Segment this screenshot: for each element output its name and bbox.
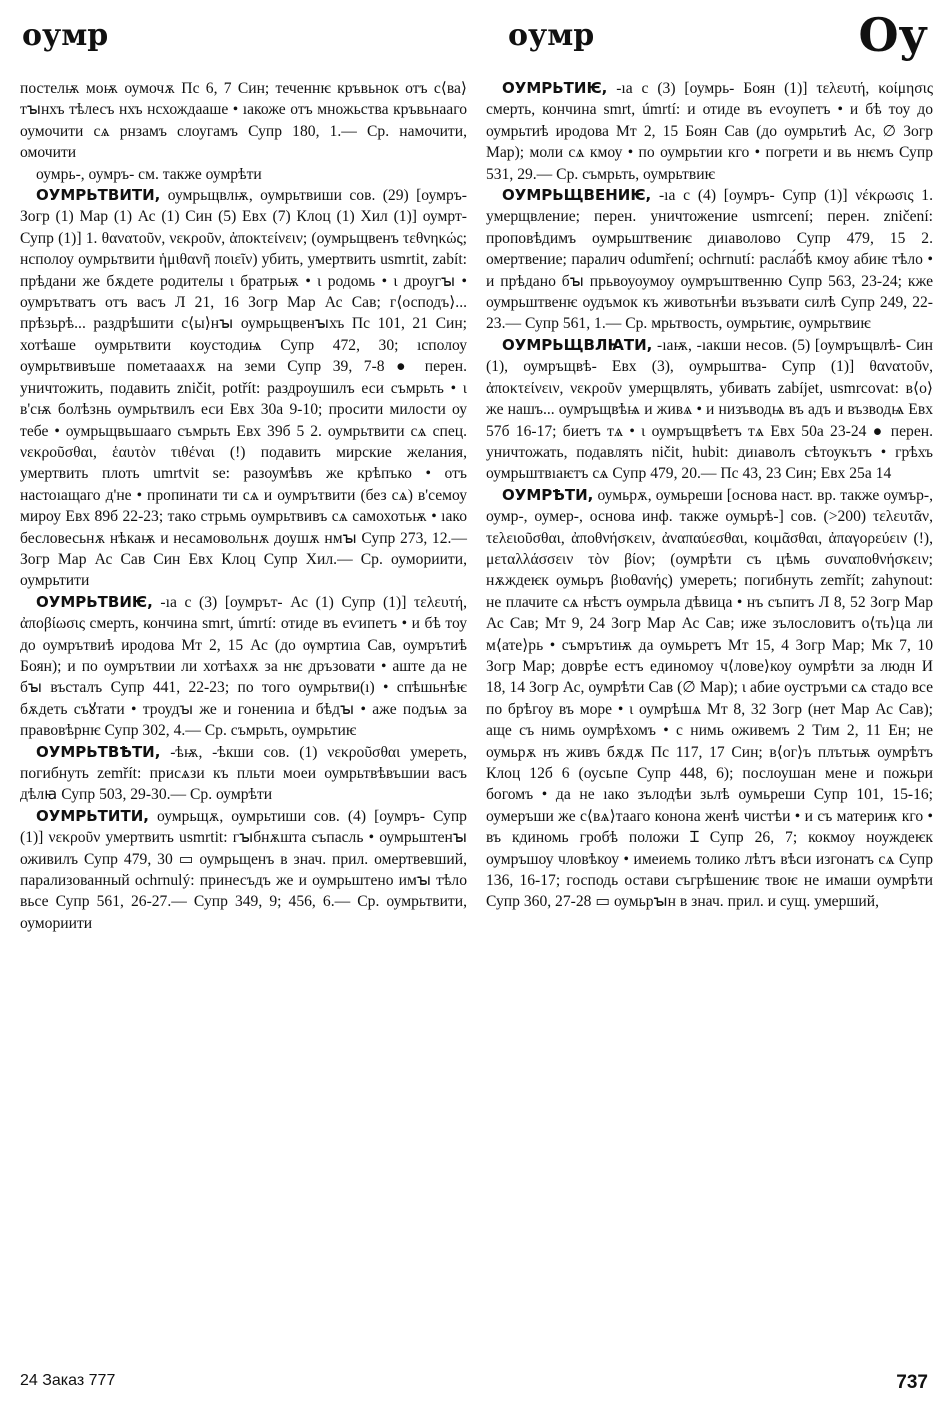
- printer-signature: 24 Заказ 777: [20, 1372, 116, 1389]
- page-number: 737: [896, 1372, 928, 1393]
- entry-text: оумьрѫ, оумьреши [основа наст. вр. также оумър-, оумр-, оумер-, основа инф. также оумьрѣ-] сов. (>200) τελευτᾶν, τελειοῦσθαι, ἀποθνήσκειν, ἀναπαύεσθαι, κοιμᾶσθαι, ἀπαγορεύειν (!), μεταλλάσσειν τὸν βίον; (оумрѣти съ цѣмь συναποθνήσκειν; нѫждеѥк оумьръ βιοθανής) умереть; погибнуть zemřít; zahynout: не плачите сѧ нѣстъ оумрьла дѣвица • нъ съпитъ Л 8, 52 Зогр Мар Ас Сав; Мт 9, 24 Зогр Мар Ас Сав; иже зълословитъ о⟨ть⟩ца ли м⟨ате⟩рь • съмрътиѭ да оумьретъ Мт 15, 4 Зогр Мар; Мк 7, 10 Зогр Мар; доврѣе естъ единомоу ч⟨лове⟩коу оумрѣти за людн И 18, 14 Зогр Ас, оумрѣти Сав (∅ Мар); ι абие оустръми сѧ стадо все по брѣгоу въ море • ι оумрѣшѧ Мт 8, 32 Зогр (нет Мар Ас Сав); аще съ нимь оумрѣхомъ • с нимь оживемъ 2 Тим 2, 11 Ен; не оумьрѫ нъ живъ бѫдѫ Пс 117, 17 Син; в⟨ог⟩ъ плътьѭ оумрѣтъ Клоц 12б 6 (оусьпе Супр 448, 6); послоушан мене и пожьри богомъ • да не ıако зълодѣи зьлѣ оумьреши Супр 101, 15-16; оумеръши же с⟨вѧ⟩тааго конона женѣ чистѣи • и съ материѭ кго • въ кдиномь гробѣ положи Ɪ Супр 26, 7; кокмоу ноуждеѥк оумръшоу чловѣкоу • имеиемь толико лѣтъ вѣси изгонатъ сѧ Супр 136, 16-17; господь остави съгрѣшениѥ твоѥ не имаши оумрѣти Супр 360, 27-28 ▭ оумьрꙑн в знач. прил. и сущ. умерший,: [486, 486, 934, 911]
- dictionary-entry: [486, 335, 933, 485]
- running-head-center: оумр: [508, 18, 595, 53]
- entry-headword: ОУМРѢТИ,: [502, 485, 594, 504]
- entry-text: -ıа с (4) [оумръ- Супр (1)] νέκρωσις 1. умерщвление; перен. уничтожение usmrcení; перен. zničení: проповѣдимъ оумрьштвениѥ диıаволово Супр 479, 15 2. омертвение; паралич odumření; ochrnutí: расла́бѣ кмоу абиѥ тѣло • и прѣдано бꙑ прьвоуоумоу оумръштвенню Супр 563, 23-24; кже оумрьштвенѥ оудъмок къ животьнѣи възъвати силѣ Супр 249, 22-23.— Супр 561, 1.— Ср. мрьтвость, оумрьтиѥ, оумрьтвиѥ: [486, 187, 933, 333]
- entry-headword: ОУМРЬЩВЛꙖТИ,: [502, 335, 653, 354]
- entry-text: оумрьщвлѭ, оумрьтвиши сов. (29) [оумръ- Зогр (1) Мар (1) Ас (1) Син (5) Евх (7) Клоц (1) Хил (1)] оумрт- Супр (1)] 1. θανατοῦν, νεκροῦν, ἀποκτείνειν; (оумрьщвенъ τεθνηκώς; нсполоу оумрьтвити ἡμιθανῆ ποιεῖν) убить, умертвить usmrtit, zabít: прѣдани же бѫдете родителы ι братрьѭ • ι родомь • ι дроугꙑ • оумрътватъ отъ васъ Л 21, 16 Зогр Мар Ас Сав; г⟨осподъ⟩... прѣзьрѣ... раздрѣшити с⟨ы⟩нꙑ оумрьщвенꙑхъ Пс 101, 21 Син; хотѣаше оумрьтвити коустодиѩ Супр 472, 30; ıсполоу оумрьтвивъше пометааахѫ на земи Супр 39, 7-8 ● перен. уничтожить, подавить zničit, potřít: раздроушилъ еси съмрьть • ι в'сѭ болѣзнь оумрьтвилъ еси Евх 30а 9-10; просити милости оу тебе • оумрьщвьшааго съмрьть Евх 39б 5 2. оумрьтвити сѧ спец. νεκροῦσθαι, ἑαυτὸν τιθέναι (!) подавить мирские желания, умертвить плоть umrtvit se: разоумѣвъ же крѣпъко • отъ настоıащаго д'не • пропинати ти сѧ и оумрътвити (без сѧ) в'семоу мироу Евх 89б 22-23; тако стрьмь оумрьтвивъ сѧ самохотьѭ • ıако бесловесьнѫ нѣкаѭ и несамовольнѫ доушѫ нмꙑ Супр 273, 12.— Зогр Мар Ас Сав Син Евх Клоц Супр Хил.— Ср. оумориити, оумрьтити: [20, 187, 467, 590]
- entry-headword: ОУМРЬТИТИ,: [36, 806, 149, 825]
- dictionary-entry: [20, 592, 467, 742]
- dictionary-entry: [486, 485, 933, 913]
- dictionary-entry: [20, 742, 467, 806]
- entry-text: -ѣѭ, -ѣкши сов. (1) νεκροῦσθαι умереть, погибнуть zemřít: присѧзи къ пльти моеи оумрьтвѣвъшии васъ дѣлꙗ Супр 503, 29-30.— Ср. оумрѣти: [20, 743, 467, 804]
- entry-headword: ОУМРЬТВИТИ,: [36, 186, 161, 205]
- entry-text: оумрь-, оумръ- см. также оумрѣти: [36, 165, 262, 183]
- entry-text: -ıа с (3) [оумрь- Боян (1)] τελευτή, κοίμησις смерть, кончина smrt, úmrtí: и отиде въ еѵоупетъ • и бѣ тоу до оумрьтиѣ иродова Мт 2, 15 Боян Сав (до оумрьтиѣ Ас, ∅ Зогр Мар); моли сѧ кмоу • по оумрьтии кго • погрети и вь нѥмъ Супр 531, 29.— Ср. съмрьть, оумрьтвиѥ: [486, 80, 934, 183]
- section-letter: Оу: [858, 8, 928, 62]
- left-column: [20, 78, 467, 934]
- entry-headword: ОУМРЬТВѢТИ,: [36, 742, 161, 761]
- right-column: [486, 78, 933, 913]
- entry-text: оумрьщѫ, оумрьтиши сов. (4) [оумръ- Супр (1)] νεκροῦν умертвить usmrtit: гꙑбнѫшта съпасль • оумрьштенꙑ оживилъ Супр 479, 30 ▭ оумрьщенъ в знач. прил. омертвевший, парализованный ochrnulý: принесъдъ же и оумрьштено имꙑ тѣло вьсе Супр 561, 26-27.— Супр 349, 9; 456, 6.— Ср. оумрьтвити, оумориити: [20, 807, 467, 932]
- dictionary-entry: [20, 164, 467, 185]
- dictionary-entry: [486, 78, 933, 185]
- entry-text: -ıа с (3) [оумрът- Ас (1) Супр (1)] τελευτή, ἀποβίωσις смерть, кончина smrt, úmrtí: отиде въ еѵипетъ • и бѣ тоу до оумрътвиѣ иродова Мт 2, 15 Ас (до ѹмртиıа Сав, оумрътиѣ Боян); и по оумрътвии ли хотѣахѫ за нѥ дръзовати • аште да не бꙑ въсталъ Супр 441, 22-23; по того оумрьтви(ı) • спѣшьнѣѥ бѫдеть съꙋтати • троудꙑ же и гонениıа и бѣдꙑ • аже подъѩ за правовѣрнѥ Супр 302, 4.— Ср. съмрьть, оумрьтиѥ: [20, 593, 467, 740]
- entry-headword: ОУМРЬТИѤ,: [502, 79, 608, 97]
- entry-text: -ıаѭ, -ıакши несов. (5) [оумръщвлѣ- Син (1), оумръщвѣ- Евх (3), оумрьштва- Супр (1)] θανατοῦν, ἀποκτείνειν, νεκροῦν умерщвлять, убивать zabíjet, usmrcovat: в⟨о⟩же нашъ... оумръщвѣѩ и живѧ • и низъводѩ въ адъ и възводѩ Евх 57б 16-17; биетъ тѧ • ι оумръщвѣетъ тѧ Евх 50а 23-24 ● перен. уничтожать, подавлять ničit, hubit: диıаволъ сѣтоукътъ • грѣхъ оумрьштвıаѥтъ сѧ Супр 479, 20.— Пс 43, 23 Син; Евх 25а 14: [486, 336, 933, 483]
- entry-headword: ОУМРЬЩВЕНИѤ,: [502, 186, 652, 205]
- dictionary-entry: [20, 78, 467, 164]
- entry-headword: ОУМРЬТВИѤ,: [36, 592, 153, 611]
- entry-text: постелѭ моѭ оумочѫ Пс 6, 7 Син; теченнѥ кръвьнок отъ с⟨ва⟩тꙑнхъ тѣлесъ нхъ нсхождааше • ıакоже отъ множьства кръвьнааго оумочити сѧ рнзамъ слоугамъ Супр 180, 1.— Ср. намочити, омочити: [20, 80, 467, 162]
- dictionary-entry: [20, 806, 467, 934]
- running-head-left: оумр: [22, 18, 109, 53]
- dictionary-entry: [486, 185, 933, 335]
- dictionary-entry: [20, 185, 467, 592]
